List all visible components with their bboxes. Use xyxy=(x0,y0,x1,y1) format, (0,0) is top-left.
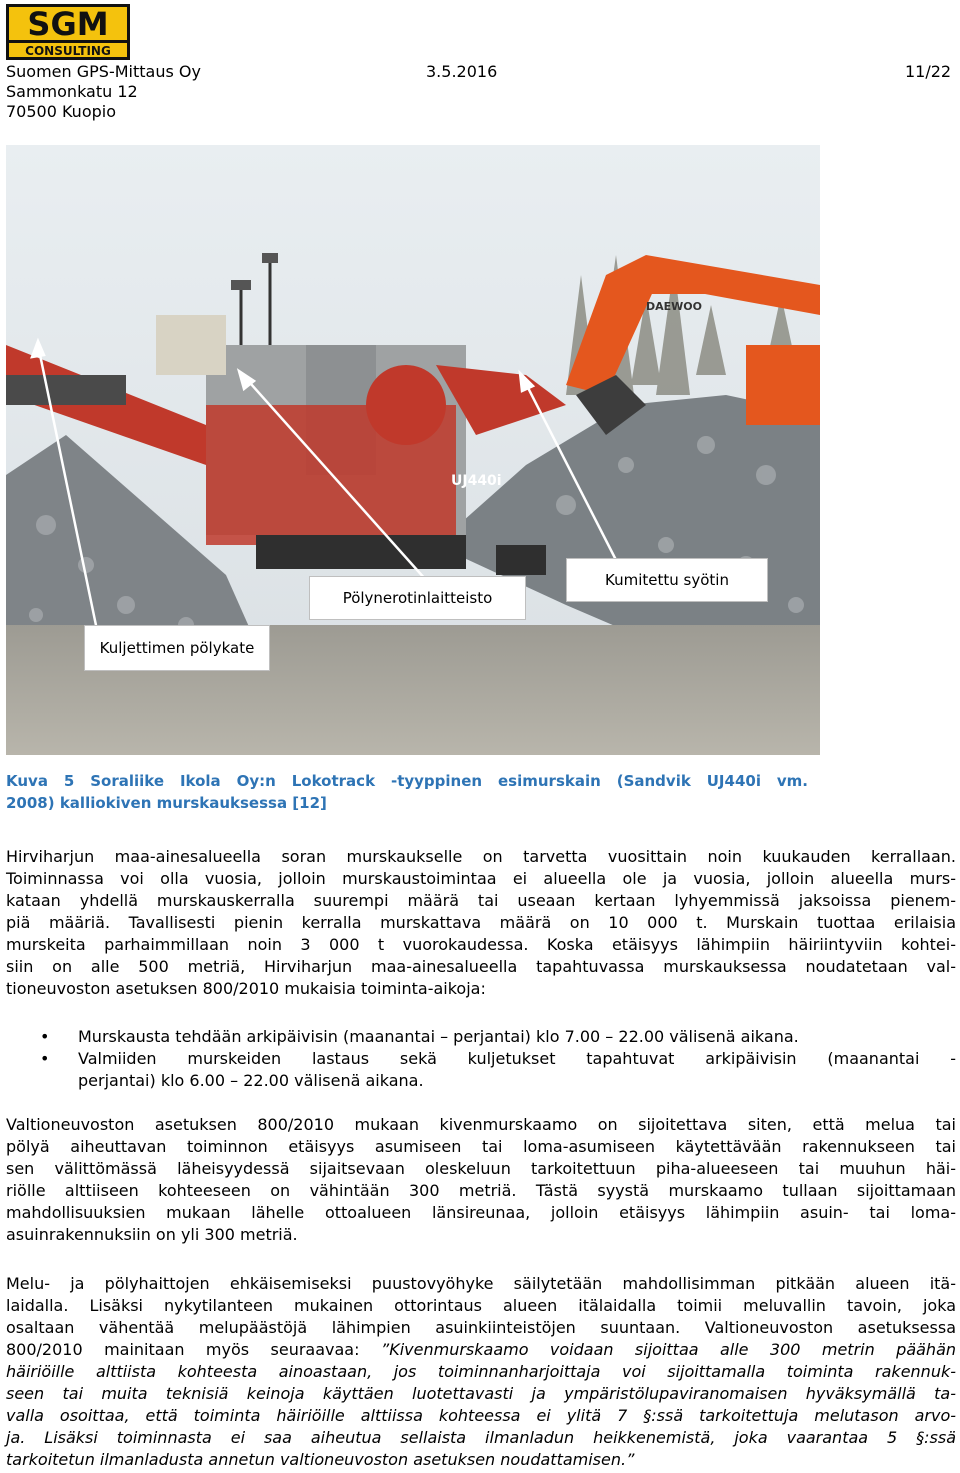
para1-line: Toiminnassa voi olla vuosia, jolloin murskaustoimintaa ei alueella ole ja vuosia, jolloin alueella murs- xyxy=(6,869,956,888)
para3-line: Melu- ja pölyhaittojen ehkäisemiseksi puustovyöhyke säilytetään mahdollisimman pitkään alueen itä- xyxy=(6,1274,956,1293)
sgm-consulting-logo xyxy=(6,4,130,60)
figure-caption xyxy=(6,770,808,814)
para3-line: ja. Lisäksi toiminnasta ei saa aiheutua sellaista ilmanladun heikkenemistä, joka vaarantaa 5 §:ssä xyxy=(6,1428,956,1447)
machine-model-label: UJ440i xyxy=(451,473,502,489)
para2-line: sen välittömässä läheisyydessä sijaitsevaan oleskeluun tarkoitettuun piha-alueeseen tai muuhun häi- xyxy=(6,1159,956,1178)
callout-conveyor-dust-cover: Kuljettimen pölykate xyxy=(84,625,270,671)
paragraph-crushing-schedule xyxy=(6,846,956,1000)
para2-line: pölyä aiheuttavan toiminnon etäisyys asumiseen tai loma-asumiseen käytettävään rakennukseen tai xyxy=(6,1137,956,1156)
para1-line: tioneuvoston asetuksen 800/2010 mukaisia toiminta-aikoja: xyxy=(6,979,486,998)
document-date: 3.5.2016 xyxy=(426,62,498,81)
caption-line-1: Kuva 5 Soraliike Ikola Oy:n Lokotrack -tyyppinen esimurskain (Sandvik UJ440i vm. xyxy=(6,772,808,790)
para1-line: piä määriä. Tavallisesti pienin kerralla murskattava määrä on 10 000 t. Murskain tuottaa erilaisia xyxy=(6,913,956,932)
para3-line: häiriöille alttiista kohteesta ainoastaan, jos toiminnanharjoittaja voi sijoittamalla toiminta rakennuk- xyxy=(6,1362,956,1381)
para1-line: murskeita parhaimmillaan noin 3 000 t vuorokaudessa. Koska etäisyys lähimpiin häiriintyviin kohtei- xyxy=(6,935,956,954)
para2-line: riölle alttiiseen kohteeseen on vähintään 300 metriä. Tästä syystä murskaamo tullaan sijoittamaan xyxy=(6,1181,956,1200)
para1-line: siin on alle 500 metriä, Hirviharjun maa-ainesalueella tapahtuvassa murskauksessa noudatetaan val- xyxy=(6,957,956,976)
para3-line: valla osoittaa, että toiminta häiriöille alttiissa kohteessa ei ylitä 7 §:ssä tarkoitettuja melutason arvo- xyxy=(6,1406,956,1425)
crusher-photo xyxy=(6,145,820,755)
para3-line: tarkoitetun ilmanladusta annetun valtioneuvoston asetuksen noudattamisen.” xyxy=(6,1450,635,1469)
company-name: Suomen GPS-Mittaus Oy xyxy=(6,62,201,81)
para2-line: asuinrakennuksiin on yli 300 metriä. xyxy=(6,1225,298,1244)
list-item-crushing-hours: Murskausta tehdään arkipäivisin (maanantai – perjantai) klo 7.00 – 22.00 välisenä aikana. xyxy=(78,1027,799,1046)
callout-rubberized-feeder: Kumitettu syötin xyxy=(566,558,768,602)
company-address-street: Sammonkatu 12 xyxy=(6,82,138,101)
para1-line: kataan yhdellä murskauskerralla suurempi määrä tai useaan kertaan lyhyemmissä jaksoissa pienem- xyxy=(6,891,956,910)
company-address-city: 70500 Kuopio xyxy=(6,102,116,121)
para3-line: laidalla. Lisäksi nykytilanteen mukainen ottorintaus alueen itälaidalla toimii meluvallin tavoin, joka xyxy=(6,1296,956,1315)
para3-line: seen tai muita teknisiä keinoja käyttäen luotettavasti ja ympäristölupaviranomaisen hyväksymällä ta- xyxy=(6,1384,956,1403)
logo-consulting-text: CONSULTING xyxy=(25,44,111,58)
bullet-marker: • xyxy=(40,1027,50,1046)
para3-line: osaltaan vähentää melupäästöjä lähimpien asuinkiinteistöjen suuntaan. Valtioneuvoston asetuksessa xyxy=(6,1318,956,1337)
para3-line: 800/2010 mainitaan myös seuraavaa: ”Kivenmurskaamo voidaan sijoittaa alle 300 metrin päähän xyxy=(6,1340,957,1359)
page-number: 11/22 xyxy=(905,62,952,81)
para2-line: Valtioneuvoston asetuksen 800/2010 mukaan kivenmurskaamo on sijoitettava siten, että melua tai xyxy=(6,1115,956,1134)
logo-sgm-text: SGM xyxy=(27,5,109,43)
bullet-marker: • xyxy=(40,1049,50,1068)
para1-line: Hirviharjun maa-ainesalueella soran murskaukselle on tarvetta vuosittain noin kuukauden kerrallaan. xyxy=(6,847,956,866)
caption-line-2: 2008) kalliokiven murskauksessa [12] xyxy=(6,794,327,812)
list-item-loading-hours: Valmiiden murskeiden lastaus sekä kuljetukset tapahtuvat arkipäivisin (maanantai - perjantai) klo 6.00 – 22.00 välisenä aikana. xyxy=(78,1049,956,1090)
excavator-brand-label: DAEWOO xyxy=(646,300,702,313)
callout-dust-separator: Pölynerotinlaitteisto xyxy=(309,576,526,620)
paragraph-noise-dust-mitigation xyxy=(6,1273,956,1471)
para2-line: mahdollisuuksien mukaan lähelle ottoalueen länsireunaa, jolloin etäisyys lähimpiin asuin- tai loma- xyxy=(6,1203,956,1222)
paragraph-distance-requirements xyxy=(6,1114,956,1246)
